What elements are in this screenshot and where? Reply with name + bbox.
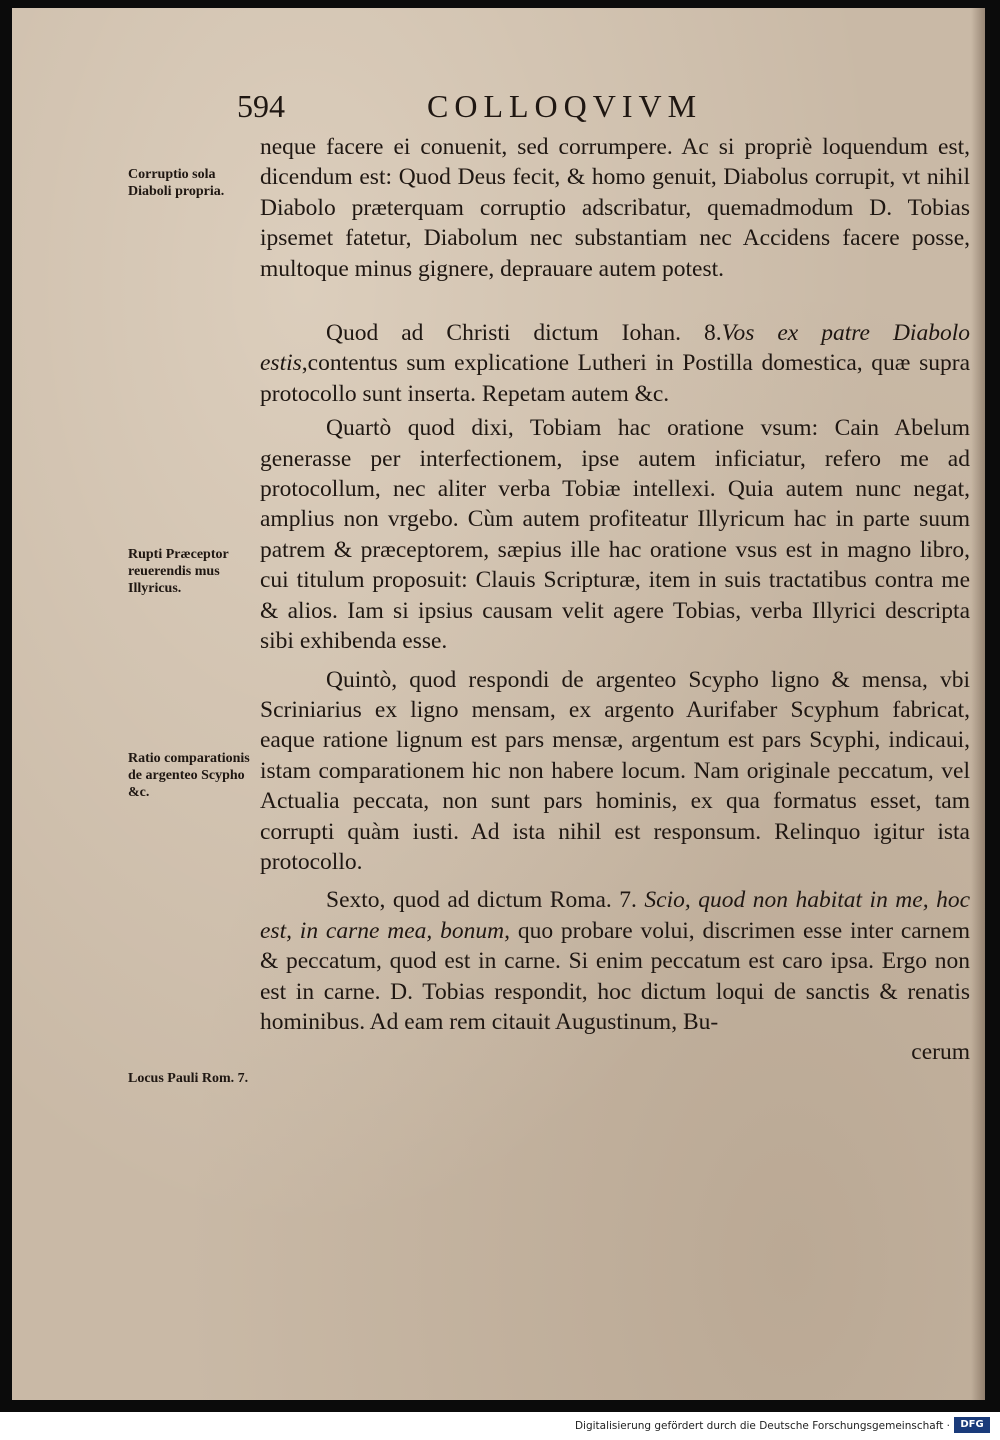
paragraph-4: Quintò, quod respondi de argenteo Scypho ligno & mensa, vbi Scriniarius ex ligno mensam, ex argento Aurifaber Scyphum fabricat, eaque ratione lignum est pars mensæ, argentum est pars Scyphi, indicaui, istam comparationem hic non habere locum. Nam originale peccatum, vel Actualia peccata, non sunt pars hominis, ex qua formatus esset, tam corrupti quàm iusti. Ad ista nihil est responsum. Relinquo igitur ista protocollo. — [260, 666, 970, 875]
marginal-note-ratio: Ratio comparationis de argenteo Scypho &c. — [128, 751, 250, 800]
paragraph-3: Quartò quod dixi, Tobiam hac oratione vsum: Cain Abelum generasse per interfectionem, ipse autem inficiatur, refero me ad protocollum, nec aliter verba Tobiæ intellexi. Quia autem nunc negat, amplius non vrgebo. Cùm autem profiteatur Illyricum hac in parte suum patrem & præceptorem, sæpius ille hac oratione vsus est in magno libro, cui titulum proposuit: Clauis Scripturæ, item in suis tractatibus contra me & alios. Iam si ipsius causam velit agere Tobias, verba Illyrici descripta sibi exhibenda esse. — [260, 415, 970, 655]
running-title: COLLOQVIVM — [427, 88, 703, 124]
catchword: cerum — [911, 1039, 970, 1066]
footer-credit: Digitalisierung gefördert durch die Deutsche Forschungsgemeinschaft · — [574, 1420, 950, 1432]
book-page — [12, 8, 985, 1400]
digitization-footer — [0, 1412, 1000, 1440]
paragraph-1: neque facere ei conuenit, sed corrumpere. Ac si propriè loquendum est, dicendum est: Quod Deus fecit, & homo genuit, Diabolus corrupit, vt nihil Diabolo præterquam corruptio adscribatur, quemadmodum D. Tobias ipsemet fatetur, Diabolum nec substantiam nec Accidens facere posse, multoque minus gignere, deprauare autem potest. — [260, 134, 970, 282]
dfg-logo: DFG — [954, 1417, 990, 1433]
page-edge-shadow — [971, 8, 985, 1400]
paragraph-2: Quod ad Christi dictum Iohan. 8.Vos ex patre Diabolo estis,contentus sum explicatione Lutheri in Postilla domestica, quæ supra protocollo sunt inserta. Repetam autem &c. — [260, 320, 970, 407]
paragraph-5: Sexto, quod ad dictum Roma. 7. Scio, quod non habitat in me, hoc est, in carne mea, bonum, quo probare volui, discrimen esse inter carnem & peccatum, quod est in carne. Si enim peccatum est caro ipsa. Ergo non est in carne. D. Tobias respondit, hoc dictum loqui de sanctis & renatis hominibus. Ad eam rem citauit Augustinum, Bu- — [260, 887, 971, 1035]
page-number: 594 — [237, 88, 285, 124]
marginal-note-illyricus: Rupti Præceptor reuerendis mus Illyricus. — [128, 547, 229, 596]
marginal-note-locus-pauli: Locus Pauli Rom. 7. — [128, 1071, 249, 1086]
body-text — [260, 132, 970, 1068]
running-head — [237, 88, 777, 132]
marginal-note-corruptio: Corruptio sola Diaboli propria. — [128, 167, 225, 199]
